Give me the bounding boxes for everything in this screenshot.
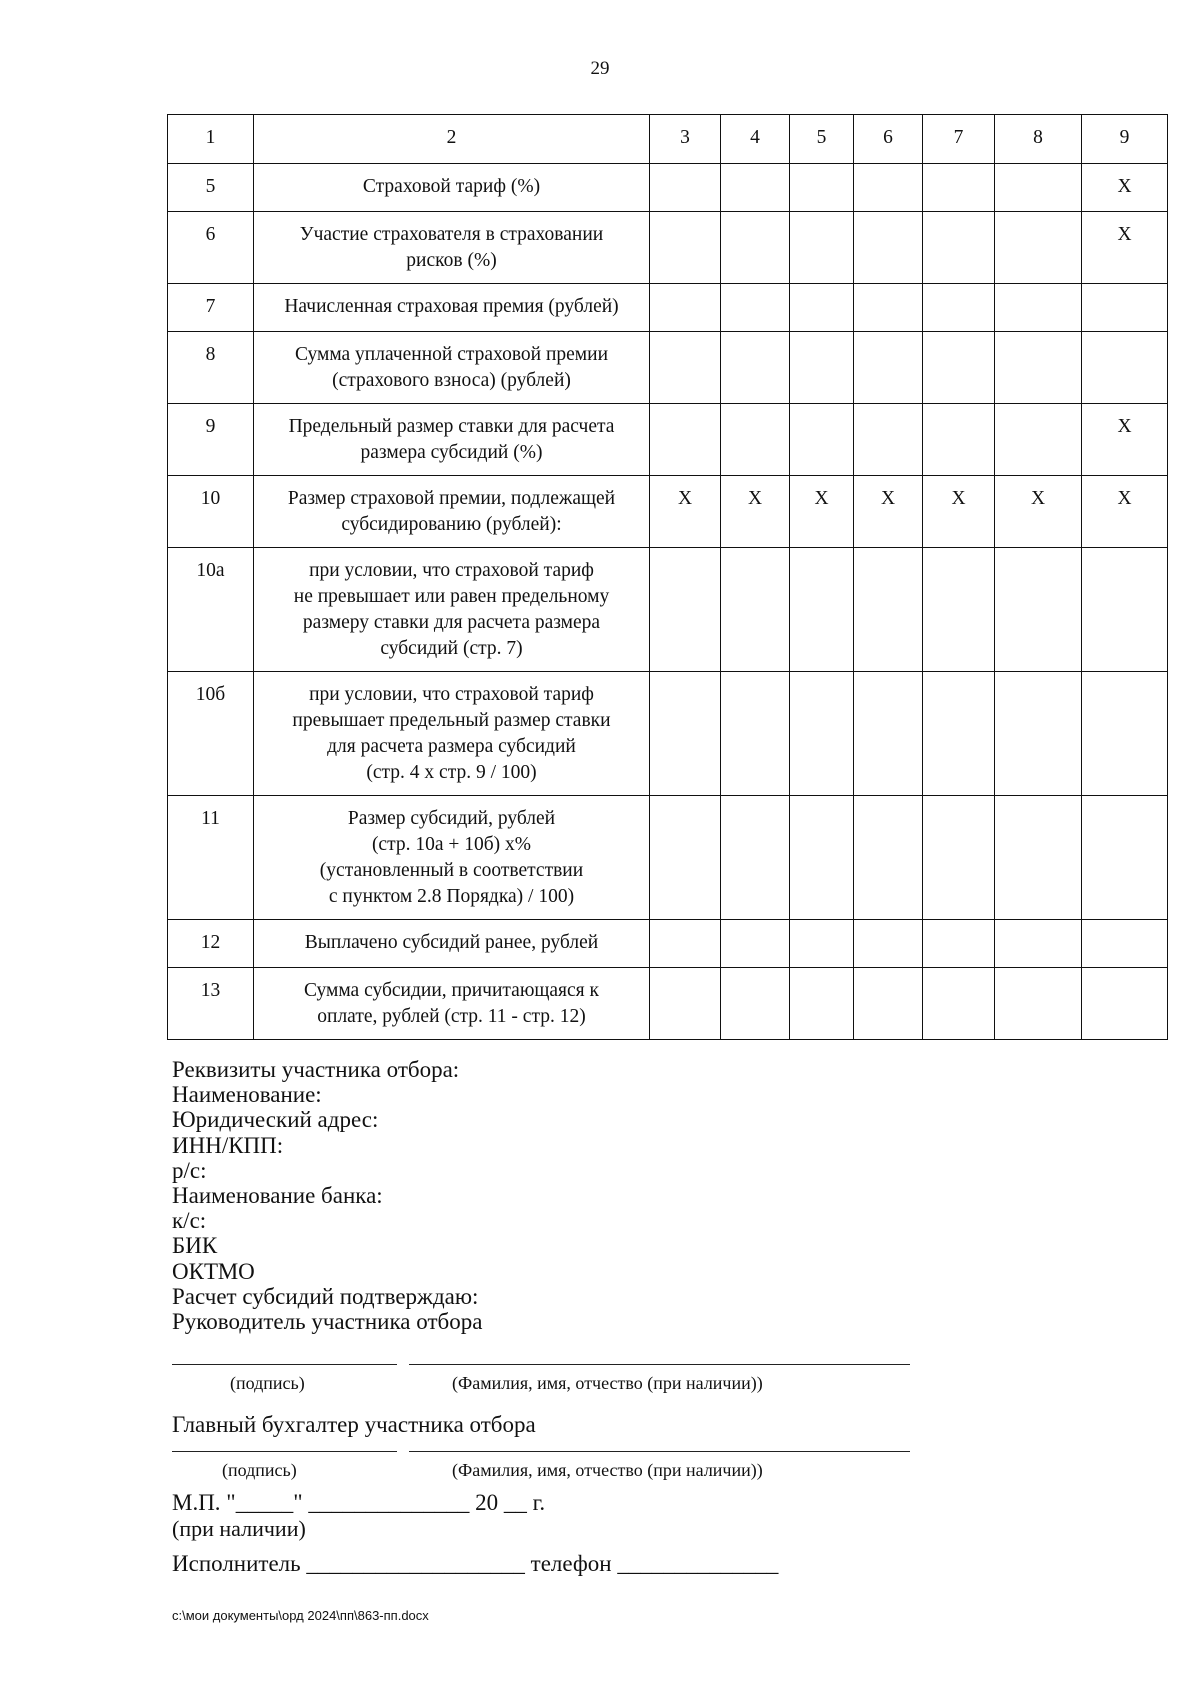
value-cell [650, 968, 721, 1040]
value-cell [721, 284, 790, 332]
value-cell [995, 968, 1082, 1040]
value-cell [790, 548, 854, 672]
column-header: 6 [854, 115, 923, 164]
value-cell [1082, 796, 1168, 920]
value-cell [721, 404, 790, 476]
value-cell [650, 796, 721, 920]
row-description-cell: Сумма уплаченной страховой премии (страхового взноса) (рублей) [254, 332, 650, 404]
table-row [168, 164, 1168, 212]
row-number-cell: 10 [168, 476, 254, 548]
row-description-cell: Сумма субсидии, причитающаяся к оплате, рублей (стр. 11 - стр. 12) [254, 968, 650, 1040]
table-header-row [168, 115, 1168, 164]
row-description-cell: при условии, что страховой тариф превышает предельный размер ставки для расчета размера субсидий (стр. 4 х стр. 9 / 100) [254, 672, 650, 796]
value-cell [790, 968, 854, 1040]
requisites-confirm-label: Расчет субсидий подтверждаю: [172, 1283, 479, 1309]
value-cell [790, 920, 854, 968]
requisites-oktmo-label: ОКТМО [172, 1258, 255, 1284]
value-cell [923, 164, 995, 212]
value-cell: X [1082, 164, 1168, 212]
value-cell [995, 404, 1082, 476]
table-row [168, 968, 1168, 1040]
value-cell [854, 404, 923, 476]
column-header: 7 [923, 115, 995, 164]
row-description-cell: Размер субсидий, рублей (стр. 10а + 10б) х% (установленный в соответствии с пунктом 2.8 Порядка) / 100) [254, 796, 650, 920]
value-cell [721, 548, 790, 672]
column-header: 4 [721, 115, 790, 164]
value-cell [721, 332, 790, 404]
value-cell [790, 284, 854, 332]
head-signature-caption: (подпись) [230, 1373, 305, 1393]
value-cell [854, 920, 923, 968]
value-cell: X [995, 476, 1082, 548]
table-row [168, 920, 1168, 968]
page-number: 29 [590, 58, 610, 79]
table-row [168, 548, 1168, 672]
column-header: 8 [995, 115, 1082, 164]
value-cell [1082, 968, 1168, 1040]
value-cell [995, 548, 1082, 672]
value-cell [923, 672, 995, 796]
value-cell [854, 284, 923, 332]
chief-accountant-label: Главный бухгалтер участника отбора [172, 1412, 536, 1437]
row-description-cell: Выплачено субсидий ранее, рублей [254, 920, 650, 968]
value-cell [1082, 672, 1168, 796]
value-cell [650, 284, 721, 332]
value-cell [995, 284, 1082, 332]
column-header: 1 [168, 115, 254, 164]
subsidy-calculation-table [167, 114, 1168, 1040]
value-cell: X [854, 476, 923, 548]
requisites-account-label: р/с: [172, 1157, 207, 1183]
row-description-cell: Участие страхователя в страховании рисков (%) [254, 212, 650, 284]
column-header: 3 [650, 115, 721, 164]
stamp-optional-note: (при наличии) [172, 1516, 306, 1541]
value-cell [1082, 284, 1168, 332]
row-number-cell: 7 [168, 284, 254, 332]
accountant-signature-caption: (подпись) [222, 1460, 297, 1480]
value-cell [721, 164, 790, 212]
column-header: 9 [1082, 115, 1168, 164]
value-cell: X [1082, 404, 1168, 476]
value-cell [650, 332, 721, 404]
stamp-date-line: М.П. "_____" ______________ 20 __ г. [172, 1490, 546, 1515]
value-cell: X [1082, 212, 1168, 284]
requisites-address-label: Юридический адрес: [172, 1107, 379, 1133]
row-description-cell: Страховой тариф (%) [254, 164, 650, 212]
value-cell [854, 332, 923, 404]
value-cell [650, 672, 721, 796]
table-row [168, 284, 1168, 332]
column-header: 2 [254, 115, 650, 164]
table-row [168, 212, 1168, 284]
value-cell [995, 164, 1082, 212]
column-header: 5 [790, 115, 854, 164]
value-cell [650, 164, 721, 212]
value-cell [721, 920, 790, 968]
value-cell [790, 212, 854, 284]
value-cell: X [721, 476, 790, 548]
value-cell [650, 920, 721, 968]
requisites-corr-account-label: к/с: [172, 1208, 207, 1234]
value-cell [854, 164, 923, 212]
value-cell [995, 920, 1082, 968]
value-cell [923, 796, 995, 920]
table-row [168, 672, 1168, 796]
value-cell [854, 796, 923, 920]
requisites-inn-kpp-label: ИНН/КПП: [172, 1132, 284, 1158]
value-cell [854, 548, 923, 672]
value-cell [721, 212, 790, 284]
value-cell [995, 672, 1082, 796]
value-cell [923, 212, 995, 284]
value-cell [650, 404, 721, 476]
requisites-bank-label: Наименование банка: [172, 1183, 383, 1209]
value-cell [790, 672, 854, 796]
value-cell [1082, 548, 1168, 672]
row-number-cell: 10а [168, 548, 254, 672]
table-row [168, 332, 1168, 404]
requisites-bik-label: БИК [172, 1233, 218, 1259]
value-cell [923, 404, 995, 476]
value-cell [995, 796, 1082, 920]
value-cell [854, 672, 923, 796]
file-path-footer: c:\мои документы\орд 2024\пп\863-пп.docx [172, 1608, 429, 1623]
value-cell [854, 212, 923, 284]
value-cell [923, 332, 995, 404]
row-number-cell: 13 [168, 968, 254, 1040]
value-cell: X [790, 476, 854, 548]
row-description-cell: при условии, что страховой тариф не превышает или равен предельному размеру ставки для расчета размера субсидий (стр. 7) [254, 548, 650, 672]
row-number-cell: 9 [168, 404, 254, 476]
requisites-name-label: Наименование: [172, 1082, 322, 1108]
row-description-cell: Размер страховой премии, подлежащей субсидированию (рублей): [254, 476, 650, 548]
table-row [168, 404, 1168, 476]
accountant-name-line [409, 1451, 910, 1452]
table-row [168, 476, 1168, 548]
accountant-name-caption: (Фамилия, имя, отчество (при наличии)) [452, 1460, 763, 1480]
requisites-heading: Реквизиты участника отбора: [172, 1057, 460, 1082]
head-name-caption: (Фамилия, имя, отчество (при наличии)) [452, 1373, 763, 1393]
value-cell [923, 548, 995, 672]
row-description-cell: Предельный размер ставки для расчета размера субсидий (%) [254, 404, 650, 476]
value-cell [790, 796, 854, 920]
requisites-head-label: Руководитель участника отбора [172, 1309, 483, 1335]
row-number-cell: 8 [168, 332, 254, 404]
value-cell [650, 212, 721, 284]
value-cell [1082, 332, 1168, 404]
value-cell: X [650, 476, 721, 548]
value-cell [790, 164, 854, 212]
value-cell [721, 672, 790, 796]
value-cell [995, 332, 1082, 404]
requisites-block [172, 1057, 482, 1334]
head-signature-line [172, 1364, 397, 1365]
value-cell [650, 548, 721, 672]
table-row [168, 796, 1168, 920]
row-number-cell: 11 [168, 796, 254, 920]
value-cell [923, 284, 995, 332]
value-cell [790, 404, 854, 476]
value-cell [1082, 920, 1168, 968]
value-cell: X [1082, 476, 1168, 548]
value-cell: X [923, 476, 995, 548]
value-cell [995, 212, 1082, 284]
value-cell [790, 332, 854, 404]
row-number-cell: 5 [168, 164, 254, 212]
value-cell [721, 796, 790, 920]
value-cell [923, 920, 995, 968]
row-number-cell: 6 [168, 212, 254, 284]
value-cell [854, 968, 923, 1040]
head-name-line [409, 1364, 910, 1365]
row-description-cell: Начисленная страховая премия (рублей) [254, 284, 650, 332]
executor-phone-line: Исполнитель ___________________ телефон ______________ [172, 1551, 779, 1576]
accountant-signature-line [172, 1451, 397, 1452]
row-number-cell: 10б [168, 672, 254, 796]
value-cell [721, 968, 790, 1040]
value-cell [923, 968, 995, 1040]
row-number-cell: 12 [168, 920, 254, 968]
